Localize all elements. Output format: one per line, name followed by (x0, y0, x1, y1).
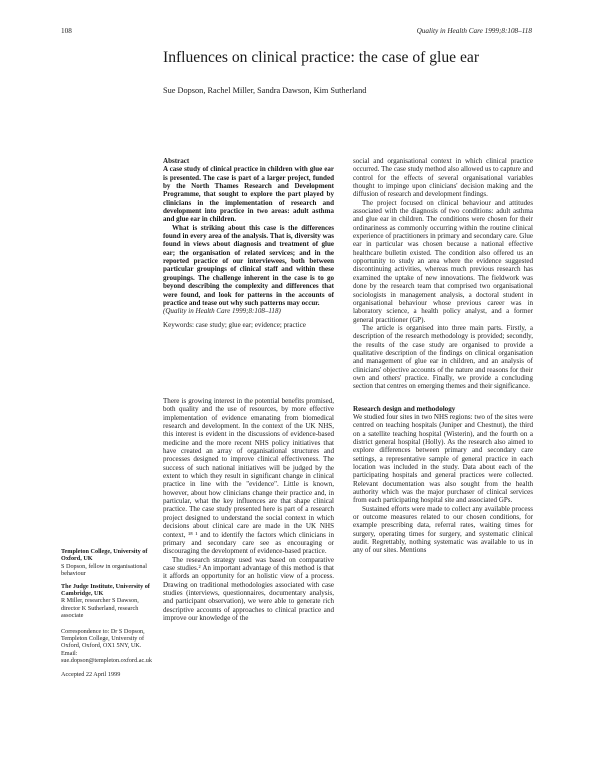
accepted-date: Accepted 22 April 1999 (61, 670, 121, 678)
right-paragraph-2: The project focused on clinical behaviour and attitudes associated with the diagnosis of two conditions: adult asthma and glue ear in children. The conditions were chosen for their ordinariness as commonly occurring within the routine clinical experience of practitioners in primary and secondary care. Glue ear in particular was chosen because a national effective healthcare bulletin existed. The condition also offered us an opportunity to study an area where the evidence suggested discontinuing activities, whereas much previous research has examined the uptake of new innovations. The fieldwork was done by the research team that comprised two organisational sociologists in management analysis, a doctoral student in organisational behaviour whose previous career was in laboratory science, a health policy analyst, and a former general practitioner (GP). (353, 198, 533, 324)
abstract-block (163, 157, 334, 329)
article-title: Influences on clinical practice: the case of glue ear (163, 49, 480, 66)
affiliation-cambridge: The Judge Institute, University of Cambridge, UK (61, 582, 150, 598)
methodology-paragraph-2: Sustained efforts were made to collect any available process or outcome measures related to our chosen conditions, for example prescribing data, referral rates, waiting times for surgery, operating times for surgery, and systematic clinical audit. Regrettably, nothing systematic was available to us in any of our sites. Mentions (353, 504, 533, 555)
intro-paragraph-2: The research strategy used was based on comparative case studies.² An important advantage of this method is that it affords an opportunity for an holistic view of a process. Drawing on traditional methodologies associated with case studies (interviews, questionnaires, documentary analysis, and participant observation), we were able to generate rich descriptive accounts of approaches to clinical practice and improve our knowledge of the (163, 555, 334, 622)
abstract-heading: Abstract (163, 157, 190, 165)
keywords: Keywords: case study; glue ear; evidence; practice (163, 320, 306, 329)
affiliations-sidebar (61, 548, 151, 678)
affiliation-oxford: Templeton College, University of Oxford, UK (61, 548, 148, 563)
intro-paragraph-1: There is growing interest in the potential benefits promised, both quality and the use of resources, by more effective implementation of evidence emanating from biomedical research and development. In the context of the UK NHS, this interest is evident in the discussions of evidence-based medicine and the more recent NHS policy initiatives that have created an array of organisational structures and processes designed to improve clinical effectiveness. The success of such national initiatives will be judged by the extent to which they result in significant change in clinical practice in line with the "evidence". Little is known, however, about how clinicians change their practice and, in particular, what the key influences are that shape clinical practice. The case study presented here is part of a research project designed to understand the social context in which decisions about clinical care are made in the UK NHS context, ¹⁸ ¹ and to identify the factors which clinicians in primary and secondary care see as encouraging or discouraging the development of evidence-based practice. (163, 397, 334, 556)
section-heading-methodology: Research design and methodology (353, 404, 456, 413)
intro-column (163, 397, 334, 622)
abstract-paragraph-1: A case study of clinical practice in children with glue ear is presented. The case is part of a larger project, funded by the North Thames Research and Development Programme, that sought to explore the part played by clinicians in the implementation of research and development into practice in two areas: adult asthma and glue ear in children. (163, 165, 334, 224)
right-paragraph-3: The article is organised into three main parts. Firstly, a description of the research methodology is provided; secondly, the results of the case study are organised to provide a qualitative description of the findings on clinical organisation and management of glue ear in children, and an analysis of clinicians' objective accounts of the nature and reasons for their own and others' practice. Finally, we provide a concluding section that centres on emerging themes and their significance. (353, 323, 533, 391)
methodology-paragraph-1: We studied four sites in two NHS regions: two of the sites were centred on teaching hospitals (Juniper and Chestnut), the third on a satellite teaching hospital (Wisterin), and the fourth on a district general hospital (Holly). As the research also aimed to explore differences between primary and secondary care settings, a representative sample of general practice in each location was included in the study. Data about each of the participating hospitals and general practices were collected. Relevant documentation was also sought from the health authority which was the major purchaser of clinical services from each participating hospital site and associated GPs. (353, 412, 533, 505)
right-paragraph-1: social and organisational context in which clinical practice occurred. The case study method also allowed us to capture and control for the effects of several organisational variables thought to impinge upon clinicians' decision making and the diffusion of research and development findings. (353, 157, 533, 199)
correspondence: Correspondence to: Dr S Dopson, Templeton College, University of Oxford, Oxford, OX1 5NY, UK. Email: sue.dopson@templeton.oxford.ac.uk (61, 627, 152, 665)
right-column (353, 157, 533, 555)
abstract-citation: (Quality in Health Care 1999;8:108–118) (163, 307, 281, 316)
affiliation-oxford-people: S Dopson, fellow in organisational behaviour (61, 562, 147, 578)
running-header: Quality in Health Care 1999;8:108–118 (416, 27, 532, 35)
page-number: 108 (61, 27, 72, 35)
author-list: Sue Dopson, Rachel Miller, Sandra Dawson, Kim Sutherland (163, 86, 367, 95)
affiliation-cambridge-people: R Miller, researcher S Dawson, director K Sutherland, research associate (61, 597, 139, 620)
abstract-paragraph-2: What is striking about this case is the differences found in every area of the analysis. That is, diversity was found in views about diagnosis and treatment of glue ear; the organisation of related services; and in the reported practice of our interviewees, both between particular groupings of clinical staff and within these groupings. The challenge inherent in the case is to go beyond describing the complexity and differences that were found, and look for patterns in the accounts of practice and tease out why such patterns may occur. (163, 223, 334, 307)
